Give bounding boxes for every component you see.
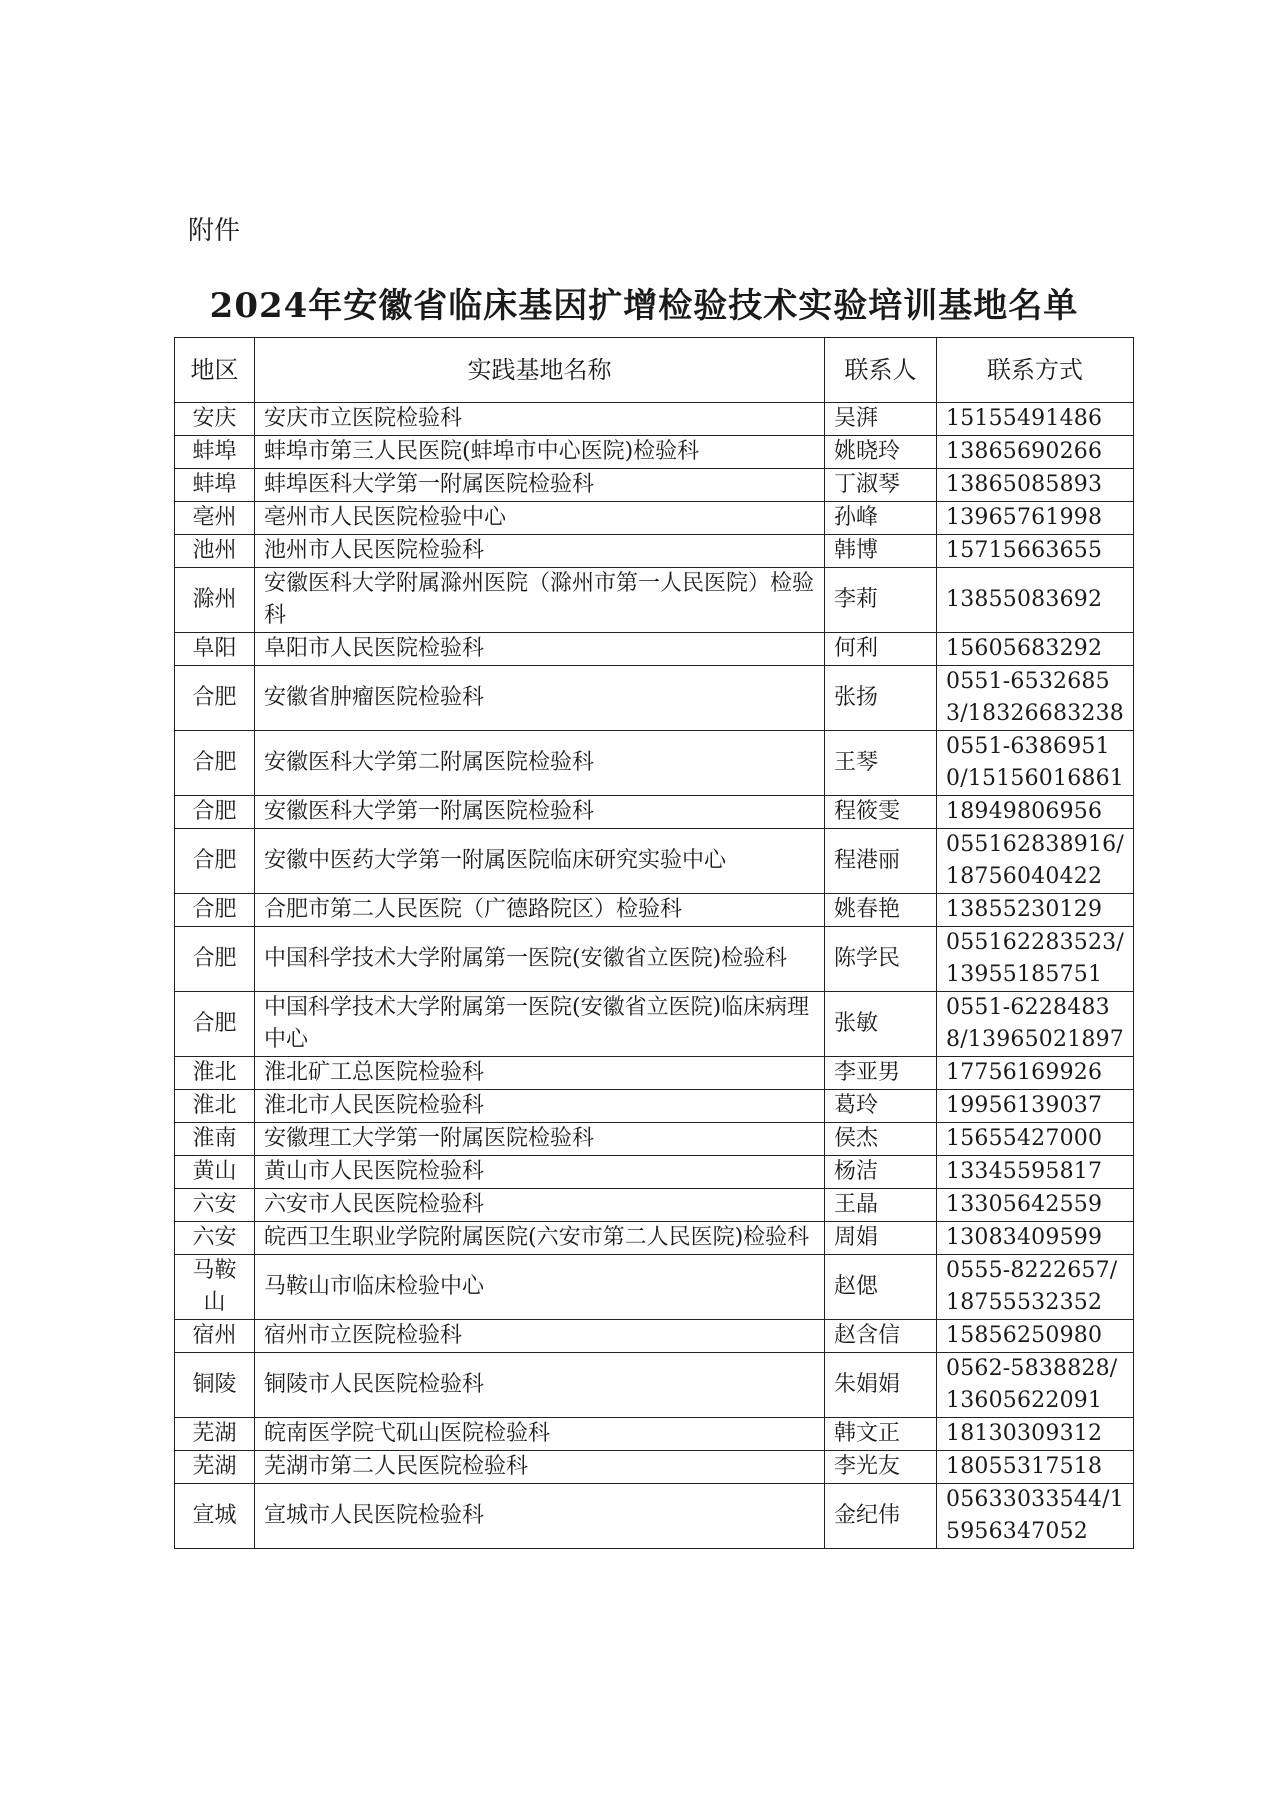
contact-person-cell: 赵含信 xyxy=(825,1320,937,1353)
table-row xyxy=(175,1418,1134,1451)
region-cell: 宣城 xyxy=(175,1484,255,1549)
region-cell: 六安 xyxy=(175,1222,255,1255)
base-name-cell: 安徽省肿瘤医院检验科 xyxy=(255,666,825,731)
header-region: 地区 xyxy=(175,338,255,403)
table-row xyxy=(175,1123,1134,1156)
contact-person-cell: 张敏 xyxy=(825,992,937,1057)
base-name-cell: 六安市人民医院检验科 xyxy=(255,1189,825,1222)
region-cell: 芜湖 xyxy=(175,1451,255,1484)
table-row xyxy=(175,1189,1134,1222)
contact-phone-cell: 13305642559 xyxy=(937,1189,1134,1222)
table-row xyxy=(175,796,1134,829)
contact-person-cell: 葛玲 xyxy=(825,1090,937,1123)
contact-person-cell: 姚晓玲 xyxy=(825,436,937,469)
contact-phone-cell: 13083409599 xyxy=(937,1222,1134,1255)
contact-phone-cell: 15605683292 xyxy=(937,633,1134,666)
region-cell: 合肥 xyxy=(175,894,255,927)
contact-person-cell: 张扬 xyxy=(825,666,937,731)
contact-phone-cell: 13345595817 xyxy=(937,1156,1134,1189)
contact-phone-cell: 18130309312 xyxy=(937,1418,1134,1451)
base-name-cell: 蚌埠医科大学第一附属医院检验科 xyxy=(255,469,825,502)
region-cell: 安庆 xyxy=(175,403,255,436)
table-row xyxy=(175,927,1134,992)
contact-person-cell: 杨洁 xyxy=(825,1156,937,1189)
table-row xyxy=(175,535,1134,568)
table-row xyxy=(175,829,1134,894)
table-row xyxy=(175,666,1134,731)
table-row xyxy=(175,1255,1134,1320)
contact-phone-cell: 055162838916/18756040422 xyxy=(937,829,1134,894)
contact-phone-cell: 0555-8222657/18755532352 xyxy=(937,1255,1134,1320)
table-row xyxy=(175,633,1134,666)
region-cell: 淮北 xyxy=(175,1057,255,1090)
contact-phone-cell: 19956139037 xyxy=(937,1090,1134,1123)
contact-phone-cell: 15155491486 xyxy=(937,403,1134,436)
base-name-cell: 中国科学技术大学附属第一医院(安徽省立医院)临床病理中心 xyxy=(255,992,825,1057)
region-cell: 阜阳 xyxy=(175,633,255,666)
base-name-cell: 蚌埠市第三人民医院(蚌埠市中心医院)检验科 xyxy=(255,436,825,469)
contact-person-cell: 陈学民 xyxy=(825,927,937,992)
contact-person-cell: 李莉 xyxy=(825,568,937,633)
region-cell: 铜陵 xyxy=(175,1353,255,1418)
contact-person-cell: 李亚男 xyxy=(825,1057,937,1090)
base-name-cell: 安徽中医药大学第一附属医院临床研究实验中心 xyxy=(255,829,825,894)
contact-person-cell: 李光友 xyxy=(825,1451,937,1484)
contact-phone-cell: 05633033544/15956347052 xyxy=(937,1484,1134,1549)
header-base-name: 实践基地名称 xyxy=(255,338,825,403)
table-row xyxy=(175,1057,1134,1090)
table-row xyxy=(175,731,1134,796)
contact-person-cell: 侯杰 xyxy=(825,1123,937,1156)
base-name-cell: 马鞍山市临床检验中心 xyxy=(255,1255,825,1320)
base-name-cell: 安庆市立医院检验科 xyxy=(255,403,825,436)
header-contact-info: 联系方式 xyxy=(937,338,1134,403)
contact-person-cell: 姚春艳 xyxy=(825,894,937,927)
contact-phone-cell: 0551-65326853/18326683238 xyxy=(937,666,1134,731)
document-title: 2024年安徽省临床基因扩增检验技术实验培训基地名单 xyxy=(209,286,1079,326)
table-row xyxy=(175,1451,1134,1484)
table-row xyxy=(175,1320,1134,1353)
base-name-cell: 阜阳市人民医院检验科 xyxy=(255,633,825,666)
contact-person-cell: 韩博 xyxy=(825,535,937,568)
region-cell: 合肥 xyxy=(175,829,255,894)
table-row xyxy=(175,1484,1134,1549)
region-cell: 池州 xyxy=(175,535,255,568)
contact-phone-cell: 0562-5838828/13605622091 xyxy=(937,1353,1134,1418)
base-name-cell: 安徽理工大学第一附属医院检验科 xyxy=(255,1123,825,1156)
contact-person-cell: 赵偲 xyxy=(825,1255,937,1320)
region-cell: 蚌埠 xyxy=(175,469,255,502)
region-cell: 滁州 xyxy=(175,568,255,633)
contact-phone-cell: 13865690266 xyxy=(937,436,1134,469)
contact-phone-cell: 0551-63869510/15156016861 xyxy=(937,731,1134,796)
table-row xyxy=(175,502,1134,535)
table-row xyxy=(175,1156,1134,1189)
contact-person-cell: 朱娟娟 xyxy=(825,1353,937,1418)
region-cell: 淮南 xyxy=(175,1123,255,1156)
region-cell: 淮北 xyxy=(175,1090,255,1123)
contact-phone-cell: 15715663655 xyxy=(937,535,1134,568)
base-name-cell: 安徽医科大学附属滁州医院（滁州市第一人民医院）检验科 xyxy=(255,568,825,633)
table-header-row xyxy=(175,338,1134,403)
region-cell: 马鞍山 xyxy=(175,1255,255,1320)
contact-phone-cell: 0551-62284838/13965021897 xyxy=(937,992,1134,1057)
base-name-cell: 铜陵市人民医院检验科 xyxy=(255,1353,825,1418)
base-name-cell: 黄山市人民医院检验科 xyxy=(255,1156,825,1189)
region-cell: 亳州 xyxy=(175,502,255,535)
contact-person-cell: 程筱雯 xyxy=(825,796,937,829)
region-cell: 合肥 xyxy=(175,731,255,796)
region-cell: 六安 xyxy=(175,1189,255,1222)
contact-phone-cell: 055162283523/13955185751 xyxy=(937,927,1134,992)
table-row xyxy=(175,1353,1134,1418)
region-cell: 芜湖 xyxy=(175,1418,255,1451)
table-row xyxy=(175,1222,1134,1255)
base-name-cell: 淮北矿工总医院检验科 xyxy=(255,1057,825,1090)
table-body xyxy=(175,403,1134,1549)
contact-phone-cell: 18949806956 xyxy=(937,796,1134,829)
base-name-cell: 亳州市人民医院检验中心 xyxy=(255,502,825,535)
contact-person-cell: 何利 xyxy=(825,633,937,666)
region-cell: 宿州 xyxy=(175,1320,255,1353)
region-cell: 合肥 xyxy=(175,992,255,1057)
base-name-cell: 宣城市人民医院检验科 xyxy=(255,1484,825,1549)
region-cell: 合肥 xyxy=(175,927,255,992)
table-row xyxy=(175,1090,1134,1123)
base-name-cell: 中国科学技术大学附属第一医院(安徽省立医院)检验科 xyxy=(255,927,825,992)
contact-phone-cell: 13965761998 xyxy=(937,502,1134,535)
base-name-cell: 安徽医科大学第一附属医院检验科 xyxy=(255,796,825,829)
contact-person-cell: 吴湃 xyxy=(825,403,937,436)
contact-phone-cell: 17756169926 xyxy=(937,1057,1134,1090)
contact-phone-cell: 15856250980 xyxy=(937,1320,1134,1353)
base-name-cell: 芜湖市第二人民医院检验科 xyxy=(255,1451,825,1484)
base-name-cell: 皖西卫生职业学院附属医院(六安市第二人民医院)检验科 xyxy=(255,1222,825,1255)
contact-person-cell: 孙峰 xyxy=(825,502,937,535)
table-row xyxy=(175,436,1134,469)
base-name-cell: 淮北市人民医院检验科 xyxy=(255,1090,825,1123)
base-name-cell: 安徽医科大学第二附属医院检验科 xyxy=(255,731,825,796)
contact-person-cell: 金纪伟 xyxy=(825,1484,937,1549)
contact-phone-cell: 15655427000 xyxy=(937,1123,1134,1156)
attachment-label: 附件 xyxy=(188,216,241,246)
contact-phone-cell: 13855083692 xyxy=(937,568,1134,633)
base-name-cell: 池州市人民医院检验科 xyxy=(255,535,825,568)
contact-person-cell: 韩文正 xyxy=(825,1418,937,1451)
table-row xyxy=(175,403,1134,436)
contact-person-cell: 程港丽 xyxy=(825,829,937,894)
contact-person-cell: 丁淑琴 xyxy=(825,469,937,502)
base-name-cell: 皖南医学院弋矶山医院检验科 xyxy=(255,1418,825,1451)
table-row xyxy=(175,894,1134,927)
table-row xyxy=(175,568,1134,633)
contact-phone-cell: 13855230129 xyxy=(937,894,1134,927)
region-cell: 蚌埠 xyxy=(175,436,255,469)
contact-person-cell: 王琴 xyxy=(825,731,937,796)
region-cell: 合肥 xyxy=(175,666,255,731)
contact-person-cell: 周娟 xyxy=(825,1222,937,1255)
table-row xyxy=(175,992,1134,1057)
header-contact-person: 联系人 xyxy=(825,338,937,403)
region-cell: 黄山 xyxy=(175,1156,255,1189)
training-base-table xyxy=(174,337,1134,1549)
base-name-cell: 合肥市第二人民医院（广德路院区）检验科 xyxy=(255,894,825,927)
contact-phone-cell: 18055317518 xyxy=(937,1451,1134,1484)
contact-phone-cell: 13865085893 xyxy=(937,469,1134,502)
region-cell: 合肥 xyxy=(175,796,255,829)
table-row xyxy=(175,469,1134,502)
contact-person-cell: 王晶 xyxy=(825,1189,937,1222)
base-name-cell: 宿州市立医院检验科 xyxy=(255,1320,825,1353)
